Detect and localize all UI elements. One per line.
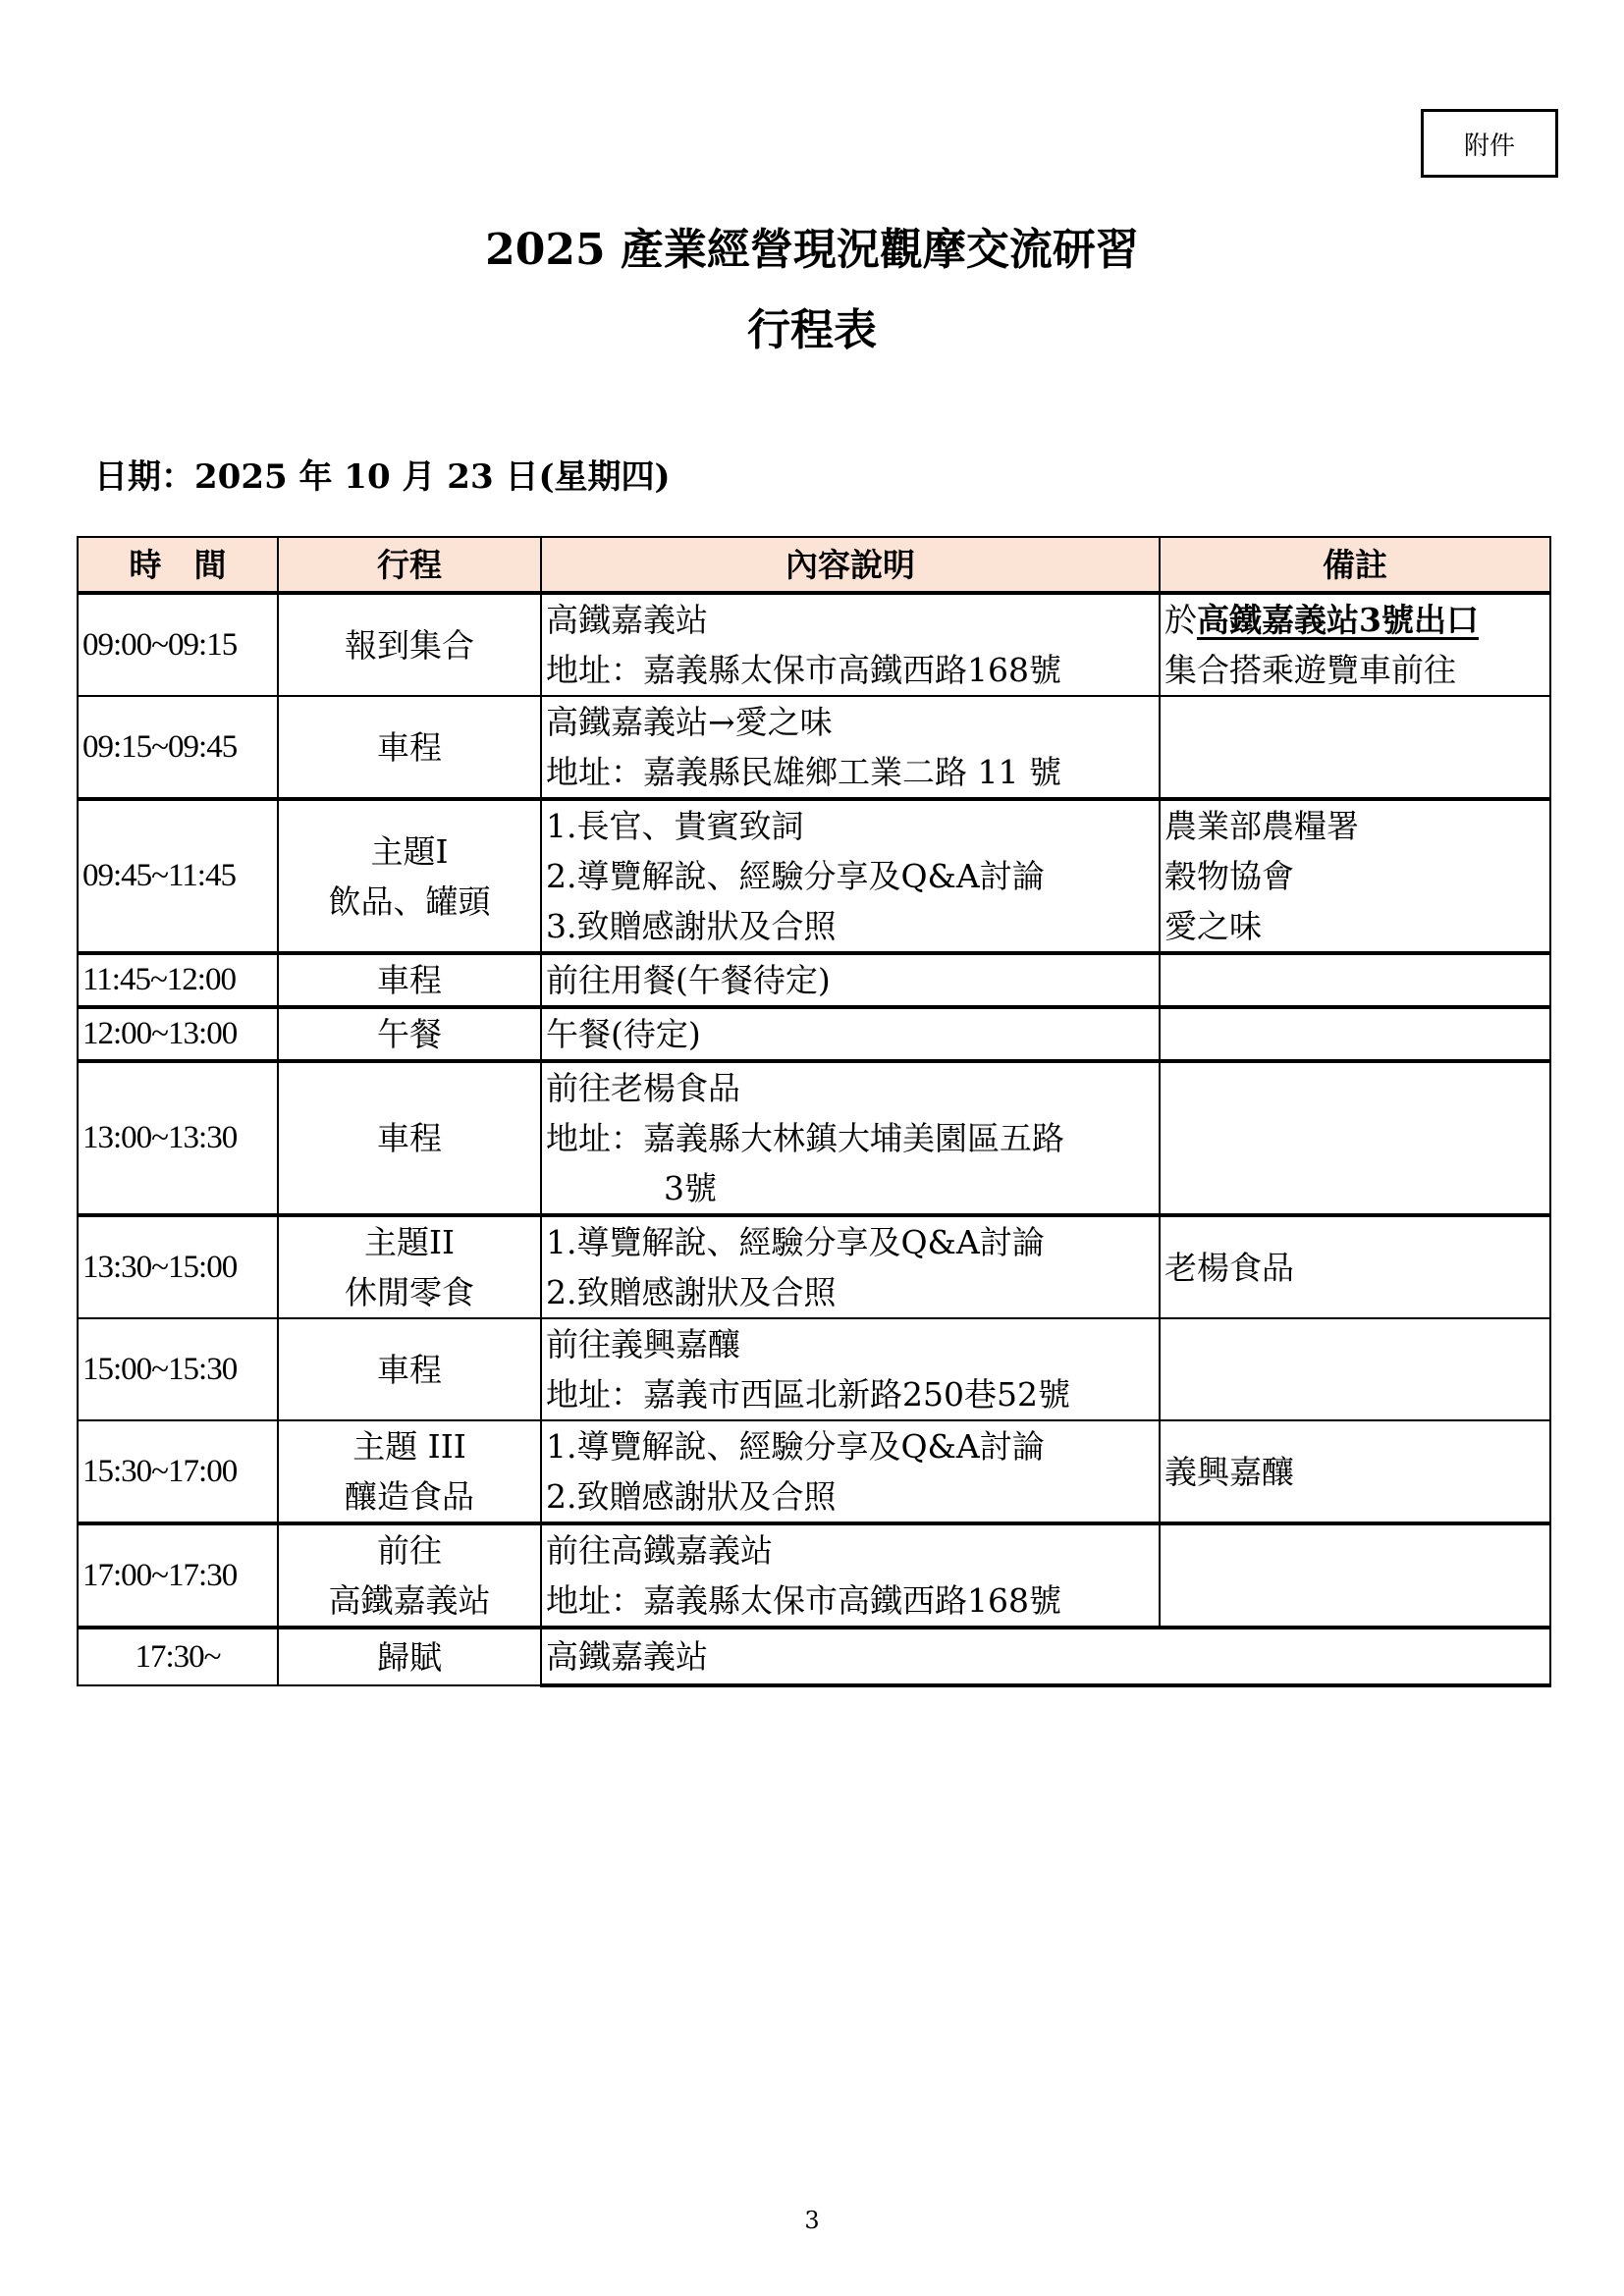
- row-note: [1160, 1420, 1550, 1523]
- table-row: [78, 1318, 1550, 1420]
- row-note: [1160, 799, 1550, 953]
- row-content: [541, 1215, 1160, 1318]
- row-content: [541, 1523, 1160, 1628]
- item-line: 飲品、罐頭: [328, 881, 491, 921]
- item-line: 主題II: [363, 1223, 456, 1261]
- row-note: [1160, 1523, 1550, 1628]
- table-row: [78, 1061, 1550, 1215]
- document-title: 2025 產業經營現況觀摩交流研習: [485, 225, 1139, 275]
- row-content: [541, 1628, 1550, 1685]
- row-note: [1160, 1318, 1550, 1420]
- item-line: 車程: [377, 1119, 442, 1157]
- content-line: 地址：嘉義市西區北新路250巷52號: [546, 1375, 1070, 1414]
- row-item: [278, 696, 541, 799]
- row-item: [278, 1420, 541, 1523]
- table-row: [78, 1628, 1550, 1685]
- meeting-point-emphasis: 高鐵嘉義站3號出口: [1197, 601, 1479, 639]
- note-line: 老楊食品: [1164, 1248, 1294, 1287]
- table-header-row: [78, 537, 1550, 593]
- row-note: [1160, 953, 1550, 1007]
- item-line: 午餐: [377, 1015, 442, 1053]
- table-row: [78, 1007, 1550, 1061]
- header-note: 備註: [1160, 537, 1550, 593]
- content-line: 地址：嘉義縣大林鎮大埔美園區五路: [546, 1119, 1064, 1157]
- row-time: 09:45~11:45: [78, 799, 278, 953]
- row-time: 09:15~09:45: [78, 696, 278, 799]
- attachment-text: 附件: [1463, 131, 1515, 161]
- header-item: 行程: [278, 537, 541, 593]
- content-line: 2.致贈感謝狀及合照: [546, 1477, 837, 1516]
- row-time: 11:45~12:00: [78, 953, 278, 1007]
- content-line: 高鐵嘉義站: [546, 601, 708, 639]
- content-line: 地址：嘉義縣太保市高鐵西路168號: [546, 651, 1061, 689]
- note-line: 農業部農糧署: [1164, 807, 1359, 845]
- row-note: [1160, 593, 1550, 696]
- row-content: [541, 1318, 1160, 1420]
- item-line: 釀造食品: [345, 1477, 474, 1516]
- item-line: 歸賦: [377, 1637, 442, 1677]
- header-time: 時 間: [78, 537, 278, 593]
- note-line: [1164, 595, 1545, 645]
- row-content: [541, 593, 1160, 696]
- item-line: 主題I: [370, 831, 449, 871]
- row-time: 12:00~13:00: [78, 1007, 278, 1061]
- schedule-table: [77, 536, 1551, 1687]
- content-line: 地址：嘉義縣民雄鄉工業二路 11 號: [546, 753, 1061, 791]
- table-row: [78, 696, 1550, 799]
- header-content: 內容說明: [541, 537, 1160, 593]
- note-line: 集合搭乘遊覽車前往: [1164, 651, 1456, 689]
- note-prefix: 於: [1164, 601, 1197, 639]
- row-content: [541, 1007, 1160, 1061]
- content-line: 1.長官、貴賓致詞: [546, 807, 804, 845]
- item-line: 車程: [377, 961, 442, 999]
- row-item: [278, 1215, 541, 1318]
- note-line: 愛之味: [1164, 907, 1262, 945]
- content-line: 前往高鐵嘉義站: [546, 1531, 773, 1570]
- content-line: 1.導覽解說、經驗分享及Q&A討論: [546, 1223, 1045, 1261]
- row-content: [541, 1061, 1160, 1215]
- content-line: 高鐵嘉義站: [546, 1637, 708, 1676]
- row-item: [278, 1061, 541, 1215]
- item-line: 高鐵嘉義站: [328, 1581, 491, 1620]
- content-line: 地址：嘉義縣太保市高鐵西路168號: [546, 1581, 1061, 1620]
- row-note: [1160, 696, 1550, 799]
- content-line: 2.致贈感謝狀及合照: [546, 1273, 837, 1311]
- row-content: [541, 953, 1160, 1007]
- row-time: 15:30~17:00: [78, 1420, 278, 1523]
- item-line: 前往: [377, 1531, 442, 1570]
- content-line: 前往義興嘉釀: [546, 1325, 740, 1363]
- content-line: 1.導覽解說、經驗分享及Q&A討論: [546, 1427, 1045, 1466]
- row-item: [278, 953, 541, 1007]
- row-item: [278, 1007, 541, 1061]
- table-row: [78, 953, 1550, 1007]
- item-line: 報到集合: [345, 625, 474, 665]
- content-line: 前往老楊食品: [546, 1069, 740, 1107]
- row-time: 17:30~: [78, 1628, 278, 1685]
- content-line: 前往用餐(午餐待定): [546, 961, 831, 999]
- row-time: 09:00~09:15: [78, 593, 278, 696]
- content-line: 3號: [664, 1169, 717, 1207]
- content-line: 3.致贈感謝狀及合照: [546, 907, 837, 945]
- note-line: 義興嘉釀: [1164, 1452, 1294, 1491]
- table-row: [78, 593, 1550, 696]
- row-item: [278, 593, 541, 696]
- row-content: [541, 1420, 1160, 1523]
- item-line: 車程: [377, 727, 442, 767]
- row-item: [278, 799, 541, 953]
- row-note: [1160, 1215, 1550, 1318]
- table-row: [78, 1523, 1550, 1628]
- row-content: [541, 799, 1160, 953]
- row-content: [541, 696, 1160, 799]
- note-line: 穀物協會: [1164, 857, 1294, 895]
- row-time: 17:00~17:30: [78, 1523, 278, 1628]
- table-row: [78, 1215, 1550, 1318]
- page-number: 3: [804, 2207, 820, 2234]
- row-item: [278, 1628, 541, 1685]
- document-subtitle: 行程表: [747, 305, 877, 355]
- row-time: 15:00~15:30: [78, 1318, 278, 1420]
- item-line: 主題 III: [352, 1427, 466, 1466]
- row-item: [278, 1318, 541, 1420]
- table-row: [78, 1420, 1550, 1523]
- row-note: [1160, 1061, 1550, 1215]
- row-time: 13:00~13:30: [78, 1061, 278, 1215]
- attachment-label: [1421, 109, 1558, 178]
- row-note: [1160, 1007, 1550, 1061]
- content-line: 2.導覽解說、經驗分享及Q&A討論: [546, 857, 1045, 895]
- item-line: 車程: [377, 1350, 442, 1389]
- item-line: 休閒零食: [345, 1273, 474, 1311]
- content-line: 午餐(待定): [546, 1015, 701, 1053]
- content-line: 高鐵嘉義站→愛之味: [546, 703, 833, 741]
- schedule-date: 日期：2025 年 10 月 23 日(星期四): [94, 457, 671, 497]
- row-time: 13:30~15:00: [78, 1215, 278, 1318]
- row-item: [278, 1523, 541, 1628]
- table-row: [78, 799, 1550, 953]
